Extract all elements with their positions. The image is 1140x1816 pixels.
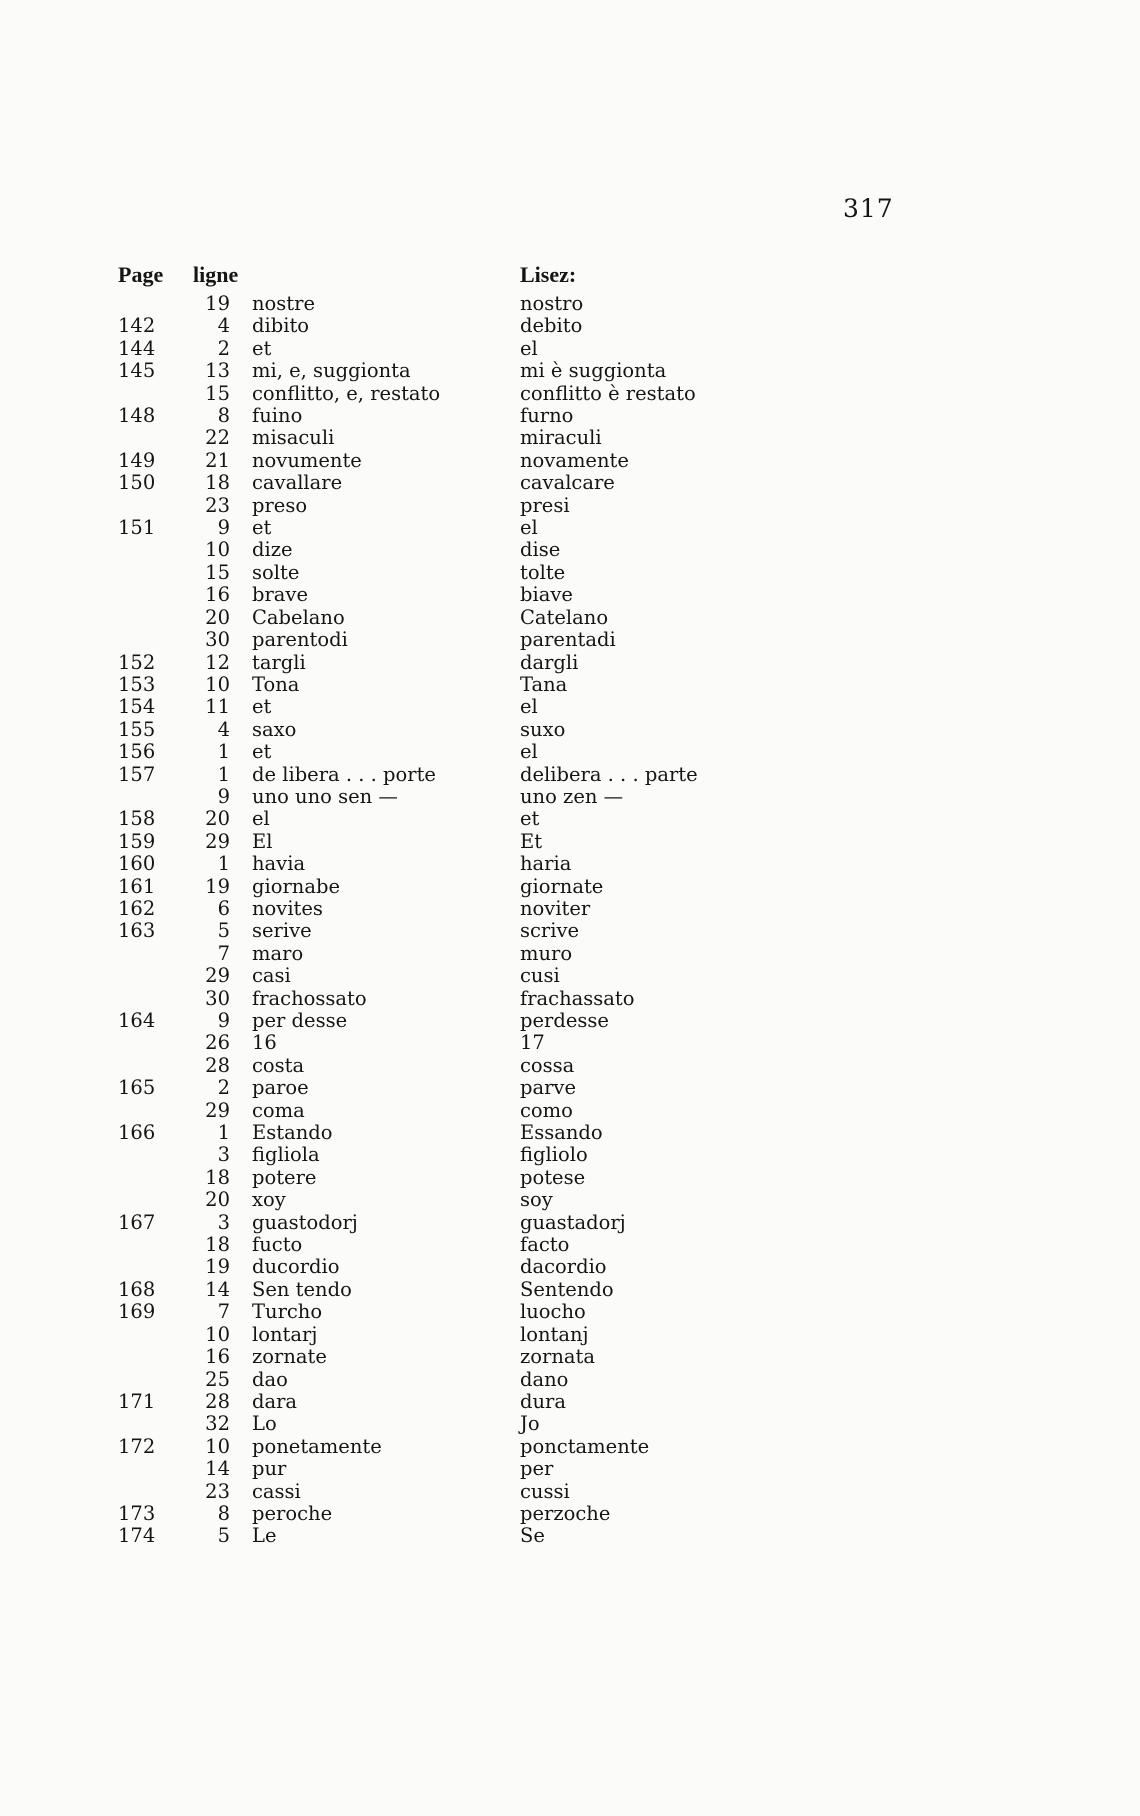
row-line: 2 [217,336,230,360]
row-error-text: costa [252,1053,305,1077]
row-line: 1 [217,852,230,876]
table-row [0,1212,1140,1234]
row-error-text: peroche [252,1501,333,1525]
table-row [0,1458,1140,1480]
table-row [0,427,1140,449]
row-line: 7 [217,1300,230,1324]
row-correction-text: cossa [520,1053,575,1077]
table-header [0,262,1140,292]
row-line: 28 [205,1053,230,1077]
table-row [0,607,1140,629]
row-error-text: Le [252,1524,277,1548]
row-line: 3 [217,1143,230,1167]
row-line: 5 [217,1524,230,1548]
row-error-text: el [252,807,270,831]
table-row [0,1167,1140,1189]
row-page: 150 [118,471,156,495]
header-lisez: Lisez: [520,262,577,287]
table-row [0,1010,1140,1032]
table-row [0,1256,1140,1278]
row-error-text: conflitto, e, restato [252,381,441,405]
row-correction-text: zornata [520,1345,595,1369]
table-row [0,338,1140,360]
table-row [0,988,1140,1010]
row-correction-text: soy [520,1188,553,1212]
row-error-text: figliola [252,1143,320,1167]
row-line: 29 [205,829,230,853]
table-row [0,450,1140,472]
row-page: 142 [118,314,156,338]
row-error-text: 16 [252,1031,277,1055]
table-row [0,1234,1140,1256]
table-row [0,1413,1140,1435]
row-line: 10 [205,1434,230,1458]
row-line: 2 [217,1076,230,1100]
row-error-text: ponetamente [252,1434,382,1458]
row-correction-text: et [520,807,540,831]
row-correction-text: Essando [520,1121,603,1145]
row-line: 30 [205,628,230,652]
row-error-text: pur [252,1457,287,1481]
row-error-text: maro [252,941,304,965]
row-correction-text: Sentendo [520,1277,614,1301]
table-row [0,764,1140,786]
row-error-text: Tona [252,672,300,696]
table-row [0,741,1140,763]
table-row [0,853,1140,875]
table-row [0,315,1140,337]
row-line: 20 [205,807,230,831]
row-page: 172 [118,1434,156,1458]
row-line: 23 [205,493,230,517]
table-row [0,696,1140,718]
row-correction-text: figliolo [520,1143,588,1167]
row-page: 171 [118,1389,156,1413]
row-page: 157 [118,762,156,786]
table-row [0,472,1140,494]
row-line: 9 [217,516,230,540]
row-error-text: parentodi [252,628,348,652]
row-line: 15 [205,381,230,405]
row-line: 5 [217,919,230,943]
row-line: 8 [217,404,230,428]
table-row [0,584,1140,606]
table-row [0,652,1140,674]
table-row [0,786,1140,808]
row-error-text: preso [252,493,308,517]
row-line: 25 [205,1367,230,1391]
table-row [0,898,1140,920]
table-row [0,517,1140,539]
row-page: 151 [118,516,156,540]
row-line: 32 [205,1412,230,1436]
row-page: 159 [118,829,156,853]
row-line: 18 [205,1165,230,1189]
row-correction-text: Se [520,1524,545,1548]
row-line: 7 [217,941,230,965]
row-correction-text: parentadi [520,628,616,652]
row-error-text: dize [252,538,293,562]
row-error-text: guastodorj [252,1210,358,1234]
row-correction-text: el [520,336,538,360]
table-row [0,1189,1140,1211]
row-error-text: paroe [252,1076,309,1100]
row-correction-text: haria [520,852,572,876]
row-line: 26 [205,1031,230,1055]
row-correction-text: Et [520,829,543,853]
row-error-text: saxo [252,717,297,741]
row-page: 166 [118,1121,156,1145]
row-error-text: dao [252,1367,288,1391]
row-error-text: xoy [252,1188,286,1212]
row-correction-text: scrive [520,919,580,943]
row-correction-text: guastadorj [520,1210,626,1234]
table-row [0,1324,1140,1346]
row-correction-text: frachassato [520,986,635,1010]
table-row [0,562,1140,584]
table-row [0,876,1140,898]
row-page: 148 [118,404,156,428]
row-error-text: brave [252,583,308,607]
row-error-text: coma [252,1098,305,1122]
row-page: 144 [118,336,156,360]
row-error-text: misaculi [252,426,335,450]
errata-table [0,293,1140,1548]
row-error-text: de libera . . . porte [252,762,436,786]
row-line: 23 [205,1479,230,1503]
row-page: 155 [118,717,156,741]
row-correction-text: el [520,516,538,540]
row-line: 4 [217,717,230,741]
row-page: 164 [118,1009,156,1032]
row-correction-text: parve [520,1076,576,1100]
row-error-text: mi, e, suggionta [252,359,411,383]
row-correction-text: potese [520,1165,586,1189]
table-row [0,495,1140,517]
table-row [0,1144,1140,1166]
table-row [0,1503,1140,1525]
row-correction-text: novamente [520,448,629,472]
row-line: 29 [205,1098,230,1122]
row-page: 153 [118,672,156,696]
row-page: 167 [118,1210,156,1234]
row-error-text: fuino [252,404,303,428]
row-correction-text: furno [520,404,574,428]
table-row [0,1391,1140,1413]
row-error-text: fucto [252,1233,303,1257]
row-line: 3 [217,1210,230,1234]
row-correction-text: como [520,1098,573,1122]
row-correction-text: mi è suggionta [520,359,667,383]
row-error-text: dibito [252,314,310,338]
row-line: 20 [205,605,230,629]
row-line: 19 [205,874,230,898]
row-correction-text: presi [520,493,570,517]
row-line: 14 [205,1277,230,1301]
row-correction-text: uno zen — [520,784,624,808]
row-line: 6 [217,896,230,920]
table-row [0,965,1140,987]
row-page: 161 [118,874,156,898]
table-row [0,1279,1140,1301]
row-line: 14 [205,1457,230,1481]
row-error-text: frachossato [252,986,367,1010]
row-error-text: lontarj [252,1322,318,1346]
row-correction-text: biave [520,583,573,607]
row-error-text: cassi [252,1479,301,1503]
row-error-text: targli [252,650,306,674]
row-line: 15 [205,560,230,584]
row-line: 28 [205,1389,230,1413]
table-row [0,405,1140,427]
row-error-text: novumente [252,448,362,472]
row-correction-text: Tana [520,672,568,696]
table-row [0,383,1140,405]
table-row [0,1100,1140,1122]
row-error-text: et [252,516,272,540]
row-error-text: havia [252,852,306,876]
row-correction-text: luocho [520,1300,586,1324]
row-error-text: zornate [252,1345,327,1369]
row-line: 1 [217,1121,230,1145]
row-correction-text: perdesse [520,1009,609,1032]
row-correction-text: dura [520,1389,566,1413]
row-correction-text: tolte [520,560,566,584]
row-line: 9 [217,784,230,808]
row-correction-text: cavalcare [520,471,615,495]
row-error-text: uno uno sen — [252,784,398,808]
row-line: 1 [217,762,230,786]
table-row [0,808,1140,830]
row-correction-text: dacordio [520,1255,607,1279]
row-line: 16 [205,1345,230,1369]
row-correction-text: cussi [520,1479,570,1503]
row-page: 168 [118,1277,156,1301]
row-line: 19 [205,292,230,315]
table-row [0,1436,1140,1458]
row-line: 10 [205,672,230,696]
row-error-text: El [252,829,273,853]
row-correction-text: Jo [520,1412,540,1436]
row-error-text: et [252,740,272,764]
row-error-text: ducordio [252,1255,340,1279]
row-error-text: Sen tendo [252,1277,352,1301]
row-line: 1 [217,740,230,764]
row-correction-text: Catelano [520,605,609,629]
row-page: 163 [118,919,156,943]
row-correction-text: el [520,695,538,719]
row-correction-text: lontanj [520,1322,589,1346]
table-row [0,539,1140,561]
row-error-text: solte [252,560,300,584]
row-error-text: cavallare [252,471,343,495]
row-line: 10 [205,1322,230,1346]
table-row [0,1346,1140,1368]
row-correction-text: miraculi [520,426,602,450]
row-line: 11 [205,695,230,719]
row-page: 149 [118,448,156,472]
row-correction-text: muro [520,941,573,965]
row-line: 18 [205,1233,230,1257]
row-correction-text: per [520,1457,554,1481]
row-error-text: et [252,695,272,719]
row-error-text: per desse [252,1009,348,1032]
row-correction-text: giornate [520,874,604,898]
row-line: 22 [205,426,230,450]
row-correction-text: delibera . . . parte [520,762,698,786]
row-line: 9 [217,1009,230,1032]
row-line: 19 [205,1255,230,1279]
page-number: 317 [843,194,894,223]
table-row [0,1122,1140,1144]
row-correction-text: suxo [520,717,566,741]
row-correction-text: noviter [520,896,591,920]
row-correction-text: conflitto è restato [520,381,696,405]
row-line: 20 [205,1188,230,1212]
row-page: 173 [118,1501,156,1525]
row-line: 16 [205,583,230,607]
table-row [0,1525,1140,1547]
table-row [0,674,1140,696]
row-page: 174 [118,1524,156,1548]
table-row [0,920,1140,942]
row-page: 162 [118,896,156,920]
row-error-text: Estando [252,1121,333,1145]
table-row [0,943,1140,965]
row-error-text: potere [252,1165,317,1189]
row-line: 12 [205,650,230,674]
row-correction-text: perzoche [520,1501,611,1525]
row-page: 154 [118,695,156,719]
table-row [0,1055,1140,1077]
row-line: 13 [205,359,230,383]
row-correction-text: dano [520,1367,569,1391]
row-line: 18 [205,471,230,495]
row-error-text: dara [252,1389,298,1413]
row-page: 169 [118,1300,156,1324]
row-page: 156 [118,740,156,764]
row-error-text: Cabelano [252,605,345,629]
table-row [0,719,1140,741]
row-page: 158 [118,807,156,831]
row-line: 4 [217,314,230,338]
row-correction-text: ponctamente [520,1434,650,1458]
row-line: 8 [217,1501,230,1525]
row-page: 160 [118,852,156,876]
row-error-text: giornabe [252,874,340,898]
table-row [0,831,1140,853]
header-ligne: ligne [193,262,239,287]
row-line: 10 [205,538,230,562]
row-error-text: et [252,336,272,360]
row-line: 30 [205,986,230,1010]
table-row [0,293,1140,315]
row-correction-text: facto [520,1233,570,1257]
row-error-text: serive [252,919,312,943]
row-page: 145 [118,359,156,383]
header-page: Page [118,262,164,287]
row-correction-text: debito [520,314,583,338]
row-error-text: casi [252,964,291,988]
row-error-text: novites [252,896,323,920]
table-row [0,1301,1140,1323]
row-error-text: Turcho [252,1300,323,1324]
table-row [0,1369,1140,1391]
row-line: 21 [205,448,230,472]
row-correction-text: el [520,740,538,764]
table-row [0,629,1140,651]
row-error-text: nostre [252,292,316,315]
table-row [0,360,1140,382]
row-line: 29 [205,964,230,988]
row-correction-text: 17 [520,1031,545,1055]
row-correction-text: dargli [520,650,579,674]
table-row [0,1077,1140,1099]
row-error-text: Lo [252,1412,277,1436]
row-correction-text: dise [520,538,561,562]
table-row [0,1481,1140,1503]
row-page: 165 [118,1076,156,1100]
row-correction-text: nostro [520,292,584,315]
row-correction-text: cusi [520,964,560,988]
table-row [0,1032,1140,1054]
row-page: 152 [118,650,156,674]
